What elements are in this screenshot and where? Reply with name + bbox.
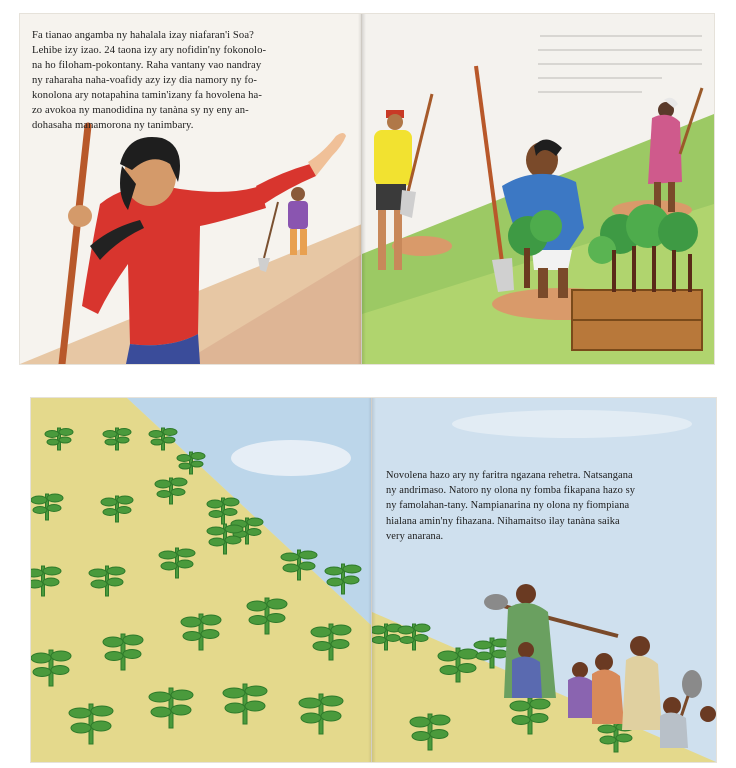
cloud bbox=[452, 410, 692, 438]
villagers-walking-illustration bbox=[372, 398, 716, 762]
book-gutter-top bbox=[358, 14, 366, 364]
bottom-spread bbox=[0, 388, 736, 768]
top-right-page bbox=[362, 14, 714, 364]
reforested-hill-illustration bbox=[31, 398, 372, 762]
bottom-right-page bbox=[372, 398, 716, 762]
top-spread bbox=[0, 0, 736, 372]
book-gutter-bottom bbox=[368, 398, 376, 762]
show-through-lines bbox=[538, 36, 702, 92]
story-paragraph-top: Fa tianao angamba ny hahalala izay niafaran'i Soa? Lehibe izy izao. 24 taona izy ary nofidin'ny fokonolo- na ho filoham-pokontany. Raha vantany vao nandray ny raharaha naha-voafidy azy izy dia namory ny fo- konolona ary notapahina tamin'izany fa hovolena ha- zo avokoa ny manodidina ny tanàna sy ny eny an- dohasaha manamorona ny tanimbary. bbox=[32, 30, 267, 131]
top-left-page bbox=[20, 14, 362, 364]
planting-illustration bbox=[362, 14, 714, 364]
bottom-left-page bbox=[31, 398, 372, 762]
story-paragraph-bottom: Novolena hazo ary ny faritra ngazana rehetra. Natsangana ny andrimaso. Natoro ny olona ny fomba fikapana hazo sy ny famolahan-tany. Nampianarina ny olona ny fiompiana hialana amin'ny fihazana. Nihamaitso ilay tanàna saika very anarana. bbox=[386, 470, 636, 542]
cloud bbox=[231, 440, 351, 476]
